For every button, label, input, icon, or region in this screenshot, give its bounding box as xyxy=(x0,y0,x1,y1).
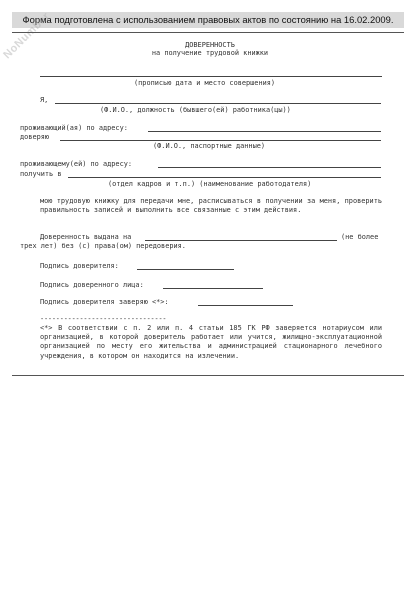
department-line[interactable] xyxy=(68,177,381,178)
watermark-logo: NoNumber xyxy=(1,10,53,62)
department-caption: (отдел кадров и т.п.) (наименование работодателя) xyxy=(108,180,312,188)
label-residing-attorney: проживающему(ей) по адресу: xyxy=(20,160,133,168)
footnote-text: <*> В соответствии с п. 2 или п. 4 статьи 185 ГК РФ заверяется нотариусом или организацией, в которой доверитель работает или учится, жилищно-эксплуатационной организацией по месту его жительства и администрацией стационарного лечебного учреждения, в котором он находится на излечении. xyxy=(40,324,382,360)
certify-signature-line[interactable] xyxy=(198,305,293,306)
document-title: ДОВЕРЕННОСТЬ xyxy=(185,41,235,49)
attorney-caption: (Ф.И.О., паспортные данные) xyxy=(153,142,266,150)
certify-signature-label: Подпись доверителя заверяю <*>: xyxy=(40,298,169,306)
date-place-line[interactable] xyxy=(40,76,382,77)
validity-limit-text: (не более xyxy=(341,233,379,241)
label-residing-principal: проживающий(ая) по адресу: xyxy=(20,124,128,132)
principal-name-line[interactable] xyxy=(55,103,381,104)
label-entrust: доверяю xyxy=(20,133,50,141)
footer-rule xyxy=(12,375,404,376)
label-receive-in: получить в xyxy=(20,170,62,178)
principal-caption: (Ф.И.О., должность (бывшего(ей) работника(цы)) xyxy=(100,106,291,114)
principal-address-line[interactable] xyxy=(148,131,381,132)
attorney-signature-label: Подпись доверенного лица: xyxy=(40,281,144,289)
header-rule xyxy=(12,32,404,33)
date-place-caption: (прописью дата и место совершения) xyxy=(134,79,276,87)
validity-label: Доверенность выдана на xyxy=(40,233,132,241)
attorney-name-line[interactable] xyxy=(60,140,381,141)
principal-signature-line[interactable] xyxy=(137,269,234,270)
validity-term-line[interactable] xyxy=(145,240,337,241)
document-subtitle: на получение трудовой книжки xyxy=(151,49,269,57)
principal-signature-label: Подпись доверителя: xyxy=(40,262,119,270)
validity-second-line: трех лет) без (с) права(ом) передоверия. xyxy=(20,242,186,250)
powers-paragraph: мою трудовую книжку для передачи мне, расписываться в получении за меня, проверить правильность записей и выполнить все связанные с этим действия. xyxy=(40,197,382,214)
form-version-banner: Форма подготовлена с использованием правовых актов по состоянию на 16.02.2009. xyxy=(12,12,404,28)
footnote-separator: -------------------------------- xyxy=(40,315,167,323)
attorney-signature-line[interactable] xyxy=(163,288,263,289)
label-ya: Я, xyxy=(40,96,49,104)
attorney-address-line[interactable] xyxy=(158,167,381,168)
